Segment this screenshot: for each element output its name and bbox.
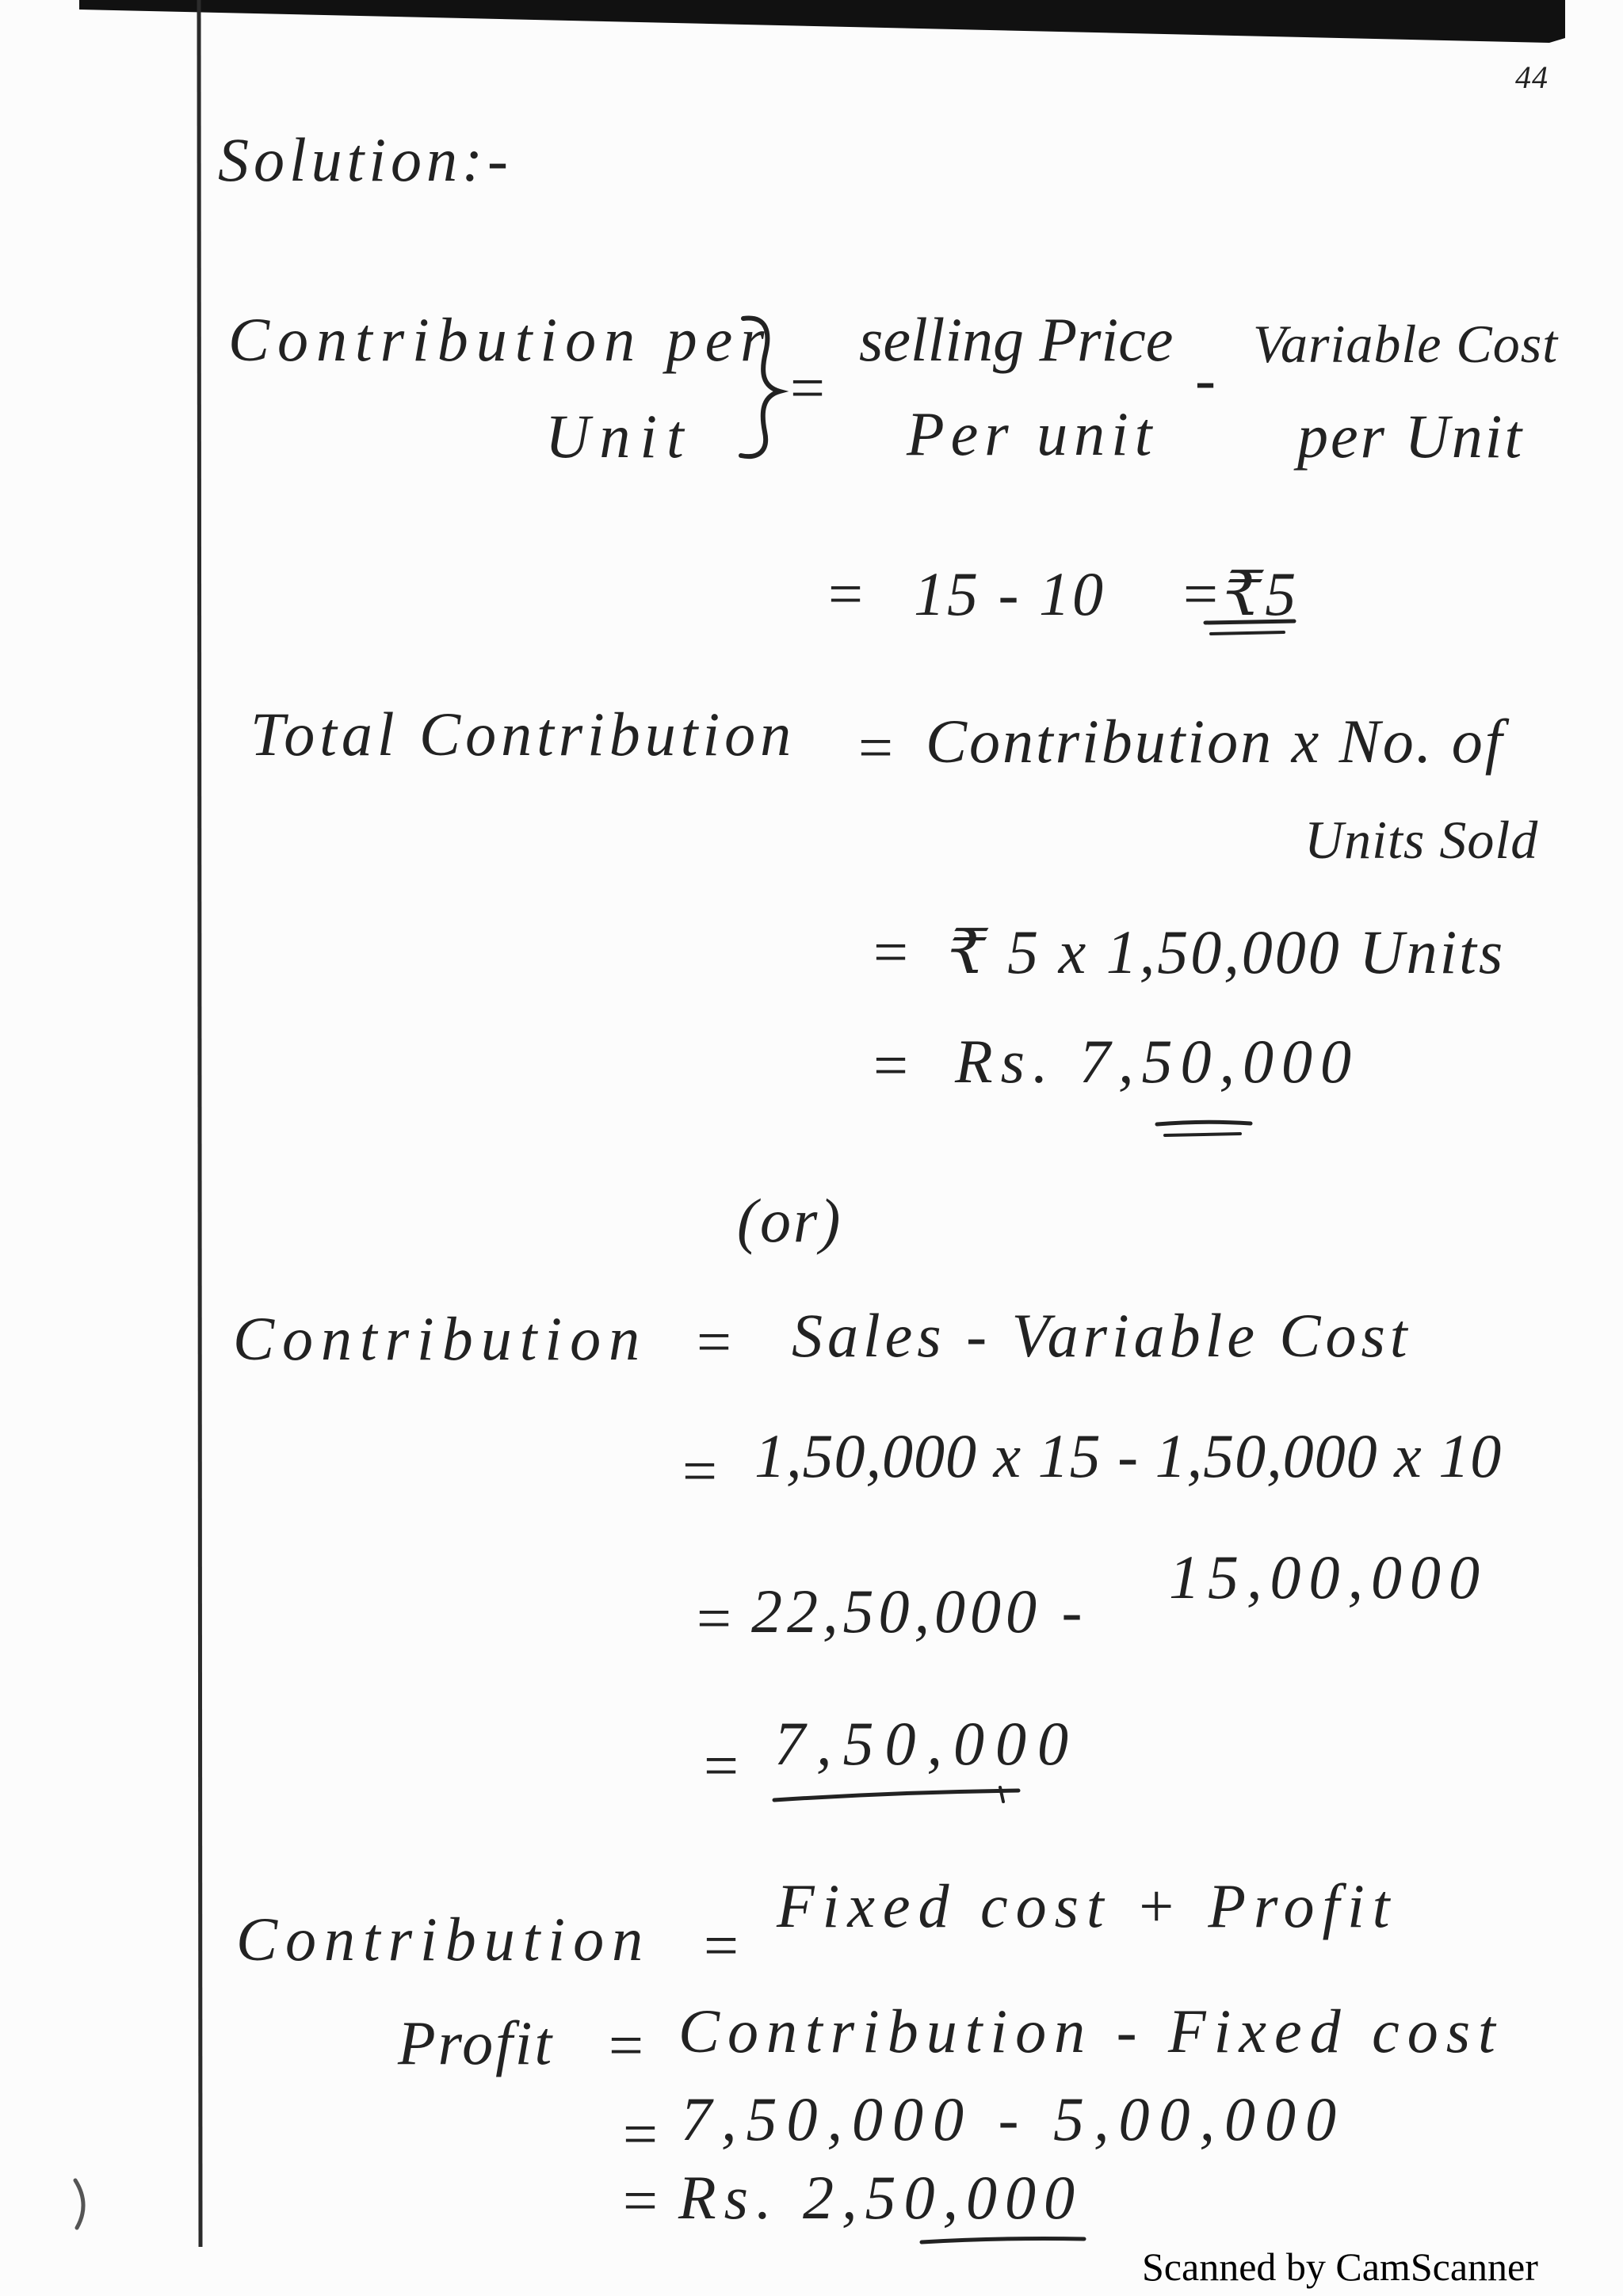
cpu-label-line2: Unit xyxy=(545,402,693,471)
sales-method-step2-b: 15,00,000 xyxy=(1169,1543,1487,1611)
equals-sign: = xyxy=(700,1731,744,1800)
sales-method-formula: Sales - Variable Cost xyxy=(792,1301,1412,1370)
equals-sign: = xyxy=(605,2011,649,2080)
total-contribution-formula-line1: Contribution x No. of xyxy=(926,707,1505,776)
equals-sign: = xyxy=(854,713,899,782)
profit-step2-underline xyxy=(922,2239,1084,2243)
profit-label: Profit xyxy=(398,2008,555,2077)
equals-sign: = xyxy=(619,2100,663,2168)
selling-price-label: selling Price xyxy=(859,305,1174,374)
cpu-label-line1: Contribution per xyxy=(228,305,773,374)
variable-cost-label: Variable Cost xyxy=(1253,314,1559,374)
selling-price-unit: Per unit xyxy=(907,399,1159,468)
minus-sign: - xyxy=(1195,345,1218,414)
cpu-result: =₹5 xyxy=(1179,559,1299,628)
total-contribution-label: Total Contribution xyxy=(250,700,796,769)
cpu-result-underline-2 xyxy=(1211,632,1284,634)
solution-heading: Solution:- xyxy=(218,125,513,194)
margin-rule xyxy=(199,0,200,2247)
scan-top-edge xyxy=(79,0,1565,43)
equals-sign: = xyxy=(869,917,914,986)
or-label: (or) xyxy=(737,1186,843,1255)
sales-step3-underline xyxy=(774,1791,1018,1800)
page-number: 44 xyxy=(1515,59,1549,95)
variable-cost-unit: per Unit xyxy=(1297,402,1525,471)
total-contribution-formula-line2: Units Sold xyxy=(1304,810,1539,870)
total-step2-underline-2 xyxy=(1165,1134,1240,1135)
sales-method-label: Contribution xyxy=(233,1304,648,1373)
equals-sign: = xyxy=(693,1307,737,1376)
profit-method-contribution-formula: Fixed cost + Profit xyxy=(777,1871,1398,1940)
equals-sign: = xyxy=(693,1584,737,1653)
profit-method-contribution-label: Contribution xyxy=(236,1905,651,1974)
profit-step1: 7,50,000 - 5,00,000 xyxy=(681,2084,1346,2153)
equals-sign: = xyxy=(678,1436,723,1505)
equals-sign: = xyxy=(786,353,831,422)
sales-method-step3: 7,50,000 xyxy=(774,1709,1079,1778)
scanner-watermark: Scanned by CamScanner xyxy=(1142,2245,1538,2289)
equals-sign: = xyxy=(869,1031,914,1100)
profit-step2: Rs. 2,50,000 xyxy=(678,2163,1083,2232)
sales-method-step1: 1,50,000 x 15 - 1,50,000 x 10 xyxy=(754,1421,1503,1490)
total-step2-underline-1 xyxy=(1157,1122,1251,1124)
equals-sign: = xyxy=(619,2166,663,2235)
equals-sign: = xyxy=(824,559,869,628)
cpu-calculation: 15 - 10 xyxy=(914,559,1106,628)
profit-formula: Contribution - Fixed cost xyxy=(678,1997,1503,2065)
sales-method-step2-a: 22,50,000 - xyxy=(751,1577,1087,1646)
scan-artifact-mark xyxy=(75,2180,83,2228)
equals-sign: = xyxy=(700,1911,744,1980)
total-contribution-step1: ₹ 5 x 1,50,000 Units xyxy=(948,917,1506,986)
total-contribution-step2: Rs. 7,50,000 xyxy=(955,1027,1359,1096)
